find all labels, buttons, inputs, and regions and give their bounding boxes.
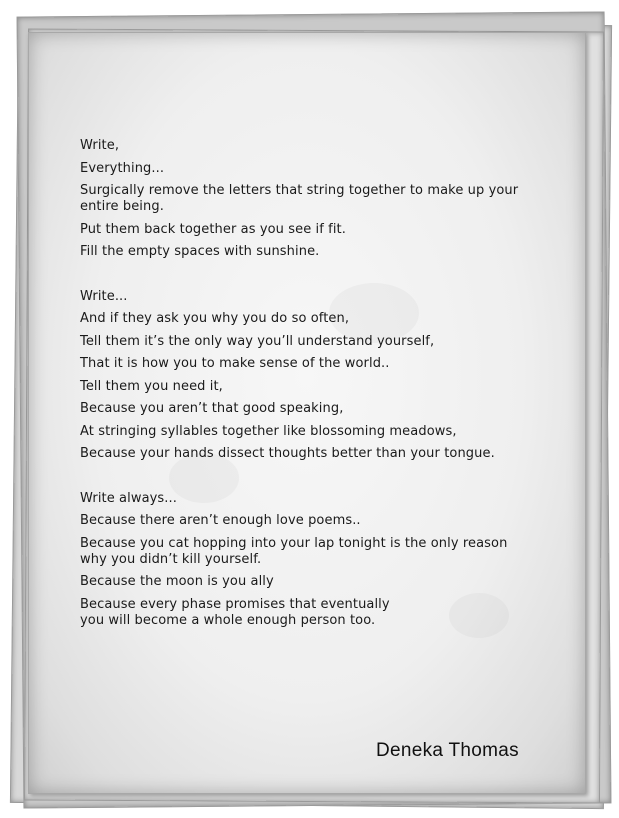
stanza-gap (80, 469, 550, 491)
poem-line: Because your hands dissect thoughts better than your tongue. (80, 446, 495, 461)
stanza-gap (80, 267, 550, 289)
poem-text (80, 138, 550, 635)
poem-line: Because there aren’t enough love poems.. (80, 513, 361, 528)
poem-line: That it is how you to make sense of the world.. (80, 356, 390, 371)
poem-line: Because you aren’t that good speaking, (80, 401, 344, 416)
poem-line: Everything... (80, 160, 165, 176)
poem-line: Tell them you need it, (80, 378, 223, 394)
author-signature: Deneka Thomas (376, 740, 519, 761)
poem-line: Because the moon is you ally (80, 574, 274, 589)
poem-line: Write, (80, 138, 120, 153)
poem-line: Because every phase promises that eventually you will become a whole enough person too. (80, 596, 390, 628)
poem-line: Write always... (80, 490, 177, 506)
poem-line: Because you cat hopping into your lap tonight is the only reason why you didn’t kill yourself. (80, 535, 508, 567)
poem-line: And if they ask you why you do so often, (80, 311, 350, 326)
poem-line: At stringing syllables together like blossoming meadows, (80, 423, 457, 439)
poem-line: Tell them it’s the only way you’ll understand yourself, (80, 333, 435, 349)
poem-line: Surgically remove the letters that string together to make up your entire being. (80, 183, 519, 214)
poem-line: Write... (80, 288, 128, 304)
poem-line: Put them back together as you see if fit. (80, 221, 346, 237)
poem-line: Fill the empty spaces with sunshine. (80, 244, 320, 259)
